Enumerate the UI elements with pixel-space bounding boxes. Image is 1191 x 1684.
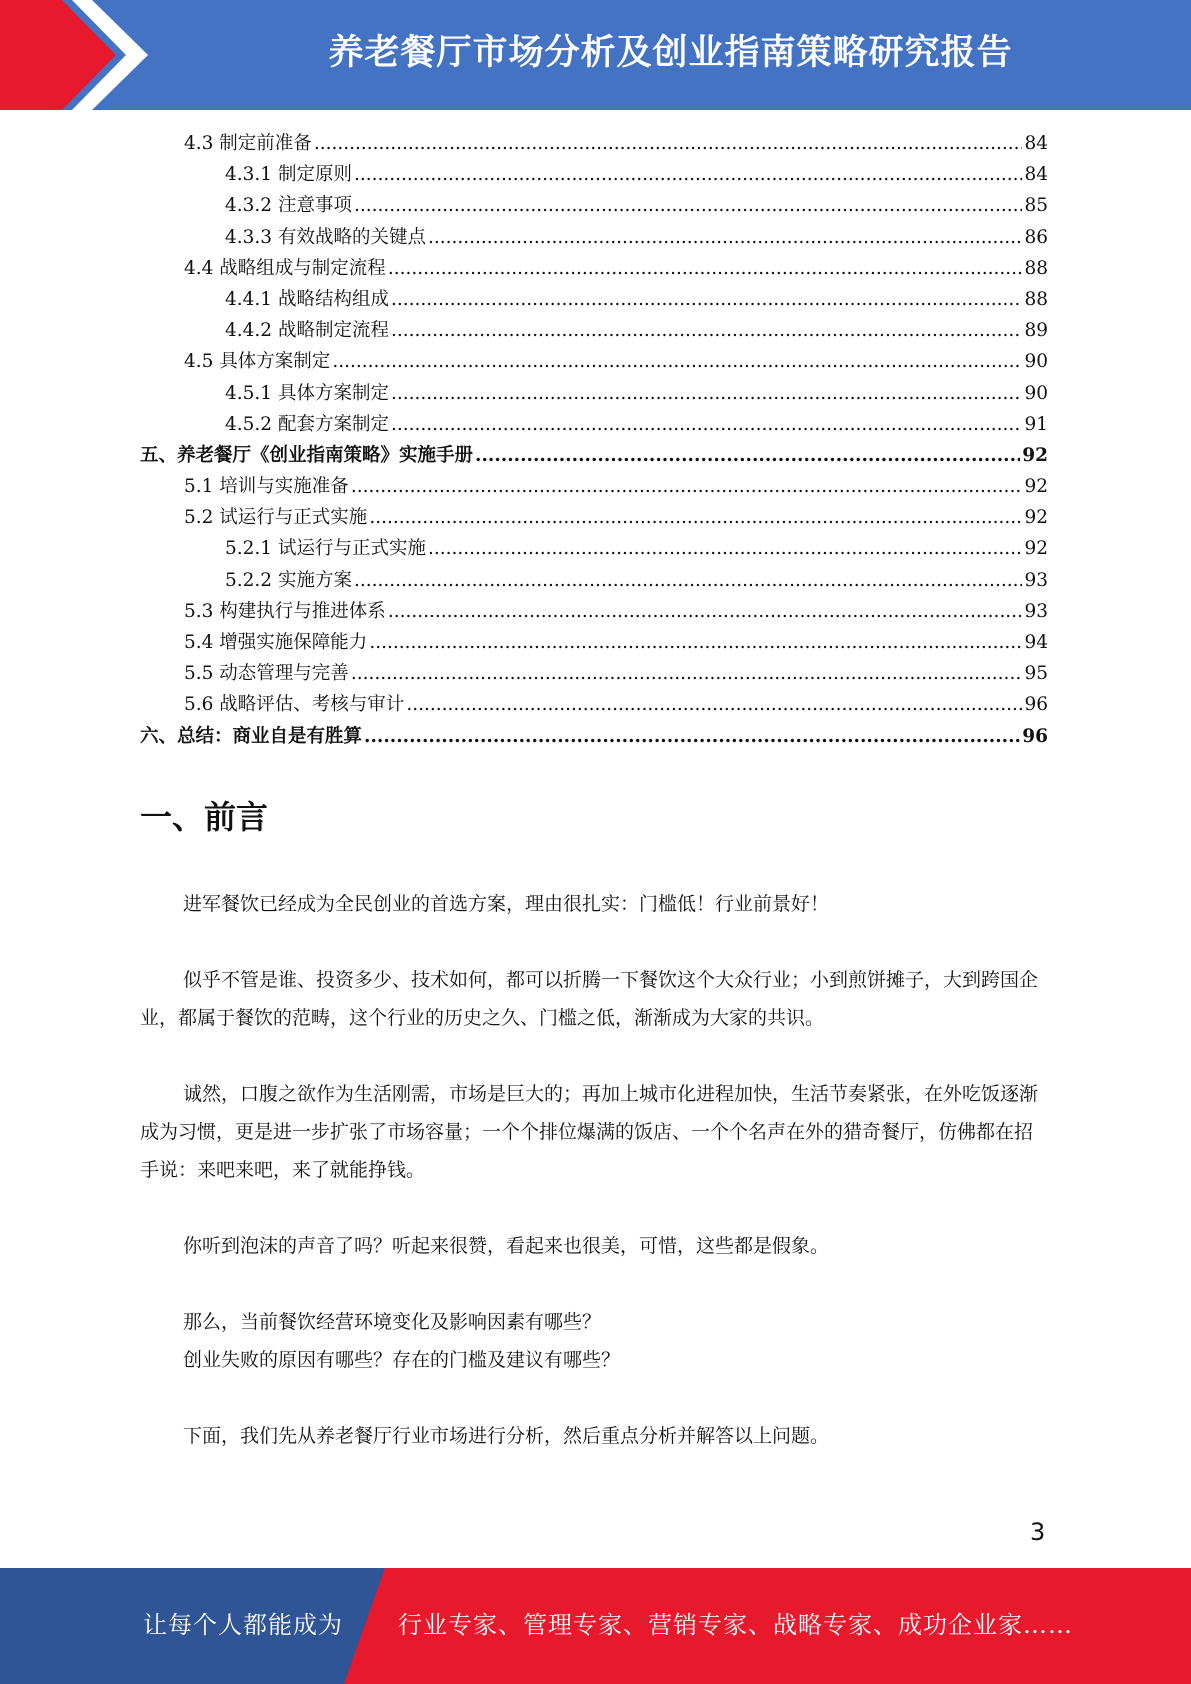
footer-slogan-left: 让每个人都能成为 [143,1611,343,1639]
toc-dot-leader [369,627,1022,658]
toc-dot-leader [406,689,1022,720]
toc-entry-page: 84 [1024,164,1048,186]
toc-entry-page: 85 [1024,195,1048,217]
toc-entry[interactable] [140,533,1048,564]
toc-entry-label: 5.5 动态管理与完善 [184,663,349,685]
toc-entry[interactable] [140,190,1048,221]
toc-dot-leader [351,658,1023,689]
toc-entry-page: 95 [1024,663,1048,685]
toc-entry-page: 88 [1024,257,1048,279]
toc-entry-page: 86 [1024,226,1048,248]
toc-entry[interactable] [140,128,1048,159]
section-body [140,885,1048,1493]
toc-entry-page: 90 [1024,351,1048,373]
toc-dot-leader [391,378,1022,409]
toc-entry[interactable] [140,689,1048,720]
toc-entry-label: 4.4 战略组成与制定流程 [184,257,386,279]
toc-entry-page: 91 [1024,413,1048,435]
toc-dot-leader [351,471,1023,502]
toc-entry-label: 4.3 制定前准备 [184,133,312,154]
page-footer [0,1568,1191,1684]
toc-entry-page: 92 [1024,507,1048,529]
toc-entry-label: 5.2 试运行与正式实施 [184,507,368,529]
toc-entry-page: 93 [1024,600,1048,622]
toc-entry-label: 六、总结：商业自是有胜算 [140,725,363,747]
toc-dot-leader [314,128,1023,159]
toc-entry-page: 96 [1024,694,1048,716]
toc-entry[interactable] [140,440,1048,471]
toc-entry-label: 4.4.2 战略制定流程 [225,320,389,342]
toc-dot-leader [332,346,1022,377]
toc-entry[interactable] [140,658,1048,689]
toc-entry-label: 5.2.1 试运行与正式实施 [225,538,426,560]
toc-entry-label: 5.2.2 实施方案 [225,569,352,591]
toc-dot-leader [388,596,1023,627]
toc-entry[interactable] [140,378,1048,409]
toc-entry-page: 88 [1024,288,1048,310]
paragraph: 进军餐饮已经成为全民创业的首选方案，理由很扎实：门槛低！行业前景好！ [183,893,830,915]
page-header [0,0,1191,110]
footer-slogan-right: 行业专家、管理专家、营销专家、战略专家、成功企业家…… [398,1611,1073,1639]
toc-dot-leader [354,565,1023,596]
toc-entry[interactable] [140,502,1048,533]
toc-entry-page: 93 [1024,569,1048,591]
toc-entry-label: 4.5 具体方案制定 [184,351,331,373]
paragraph: 你听到泡沫的声音了吗？听起来很赞，看起来也很美，可惜，这些都是假象。 [183,1235,830,1257]
toc-entry[interactable] [140,721,1048,752]
toc-entry-page: 94 [1024,632,1048,653]
toc-entry-label: 4.3.3 有效战略的关键点 [225,226,426,248]
toc-entry[interactable] [140,346,1048,377]
toc-dot-leader [428,222,1022,253]
section-heading: 一、前言 [140,798,269,836]
toc-dot-leader [428,533,1022,564]
toc-entry[interactable] [140,627,1048,658]
toc-dot-leader [354,159,1023,190]
toc-dot-leader [391,284,1022,315]
document-title: 养老餐厅市场分析及创业指南策略研究报告 [328,33,1013,73]
toc-dot-leader [391,315,1022,346]
toc-dot-leader [364,721,1020,752]
toc-entry[interactable] [140,409,1048,440]
toc-entry-label: 五、养老餐厅《创业指南策略》实施手册 [140,444,474,466]
toc-dot-leader [388,253,1023,284]
toc-entry[interactable] [140,253,1048,284]
toc-entry-label: 4.5.1 具体方案制定 [225,382,389,404]
toc-dot-leader [391,409,1022,440]
toc-entry-page: 92 [1022,444,1048,466]
toc-entry-page: 92 [1024,538,1048,560]
toc-entry-page: 92 [1024,476,1048,498]
toc-entry[interactable] [140,315,1048,346]
toc-entry-page: 96 [1022,725,1048,747]
toc-entry-page: 90 [1024,382,1048,404]
toc-dot-leader [369,502,1022,533]
table-of-contents [140,128,1048,752]
toc-entry-page: 89 [1024,320,1048,342]
toc-entry-label: 4.4.1 战略结构组成 [225,288,389,310]
toc-entry-label: 5.1 培训与实施准备 [184,476,349,498]
toc-entry[interactable] [140,565,1048,596]
toc-entry-label: 5.6 战略评估、考核与审计 [184,694,405,716]
paragraph: 下面，我们先从养老餐厅行业市场进行分析，然后重点分析并解答以上问题。 [183,1425,830,1447]
toc-entry[interactable] [140,284,1048,315]
toc-entry-label: 5.4 增强实施保障能力 [184,632,368,653]
paragraph: 似乎不管是谁、投资多少、技术如何，都可以折腾一下餐饮这个大众行业；小到煎饼摊子，大到跨国企业，都属于餐饮的范畴，这个行业的历史之久、门槛之低，渐渐成为大家的共识。 [140,969,1039,1029]
toc-entry-label: 5.3 构建执行与推进体系 [184,600,386,622]
toc-dot-leader [354,190,1023,221]
toc-entry[interactable] [140,159,1048,190]
toc-entry-page: 84 [1024,133,1048,154]
toc-entry[interactable] [140,596,1048,627]
header-arrow-graphic [0,0,160,110]
toc-entry-label: 4.5.2 配套方案制定 [225,413,389,435]
toc-entry[interactable] [140,222,1048,253]
toc-dot-leader [475,440,1020,471]
toc-entry[interactable] [140,471,1048,502]
toc-entry-label: 4.3.2 注意事项 [225,195,352,217]
toc-entry-label: 4.3.1 制定原则 [225,164,352,186]
paragraph: 诚然，口腹之欲作为生活刚需，市场是巨大的；再加上城市化进程加快，生活节奏紧张，在外吃饭逐渐成为习惯，更是进一步扩张了市场容量；一个个排位爆满的饭店、一个个名声在外的猎奇餐厅，仿佛都在招手说：来吧来吧，来了就能挣钱。 [140,1083,1039,1181]
page-number: 3 [1030,1518,1046,1546]
paragraph: 那么，当前餐饮经营环境变化及影响因素有哪些？ [183,1311,602,1333]
paragraph: 创业失败的原因有哪些？存在的门槛及建议有哪些？ [183,1349,621,1371]
